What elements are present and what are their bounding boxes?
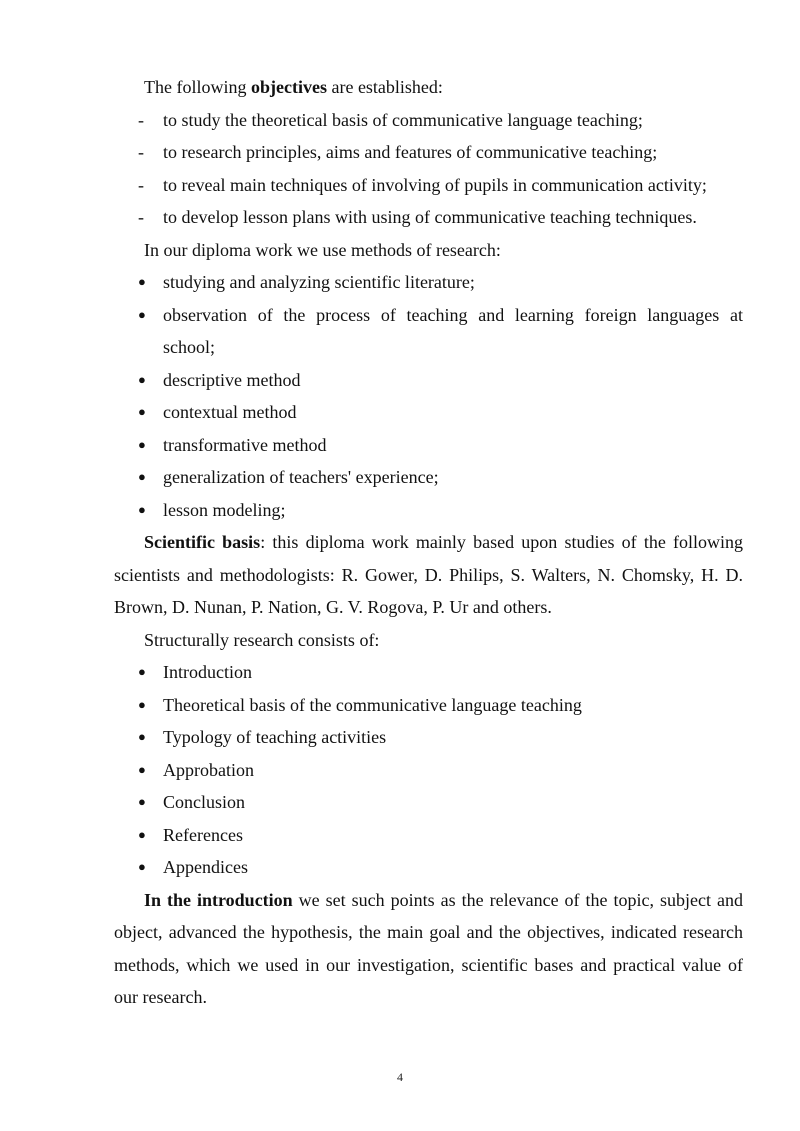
objectives-intro-text: The following [144,77,251,97]
objectives-bold: objectives [250,77,327,97]
scientific-basis-text: : this diploma work mainly based upon studies of the following [260,532,743,552]
method-item [114,494,743,527]
dash-marker: - [138,109,144,130]
objectives-intro [114,71,743,104]
objective-text: to develop lesson plans with using of communicative teaching techniques. [163,207,697,227]
structure-item [114,851,743,884]
introduction-line2: object, advanced the hypothesis, the main goal and the objectives, indicated research [114,922,743,942]
methods-list [114,266,743,526]
introduction-paragraph [114,884,743,1014]
method-item [114,429,743,462]
method-text: contextual method [163,402,297,422]
objective-item [114,136,743,169]
structure-text: Theoretical basis of the communicative language teaching [163,694,582,715]
objective-item [114,201,743,234]
method-item [114,396,743,429]
structure-text: References [163,824,243,845]
method-text: transformative method [163,434,327,455]
scientific-basis-paragraph [114,526,743,624]
dash-marker: - [138,142,144,162]
bullet-marker: ● [138,436,146,452]
method-text: lesson modeling; [163,499,286,520]
method-item [114,266,743,299]
bullet-marker: ● [138,729,146,744]
scientific-basis-bold: Scientific basis [144,532,261,552]
page-content [114,71,743,1014]
introduction-line1 [114,884,743,917]
structure-item [114,689,743,722]
objective-text: to reveal main techniques of involving of pupils in communication activity; [163,174,707,195]
method-item [114,299,743,364]
method-text: studying and analyzing scientific literature; [163,272,475,292]
bullet-marker: ● [138,761,146,777]
methods-intro: In our diploma work we use methods of research: [144,239,501,260]
structure-item [114,786,743,819]
bullet-marker: ● [138,371,146,387]
structure-text: Approbation [163,759,254,780]
objectives-list [114,104,743,234]
dash-marker: - [138,207,144,227]
objective-item [114,169,743,202]
bullet-marker: ● [138,859,146,874]
introduction-line3: methods, which we used in our investigation, scientific bases and practical value of [114,954,743,975]
bullet-marker: ● [138,306,146,322]
structure-intro: Structurally research consists of: [144,629,380,650]
structure-text: Typology of teaching activities [163,727,387,747]
bullet-marker: ● [138,696,146,712]
introduction-line4: our research. [114,987,207,1007]
method-text: descriptive method [163,369,301,390]
objective-text: to research principles, aims and features of communicative teaching; [163,142,658,162]
bullet-marker: ● [138,501,146,517]
scientific-basis-line1 [114,526,743,559]
structure-list [114,656,743,884]
structure-text: Conclusion [163,792,246,812]
introduction-text: we set such points as the relevance of the topic, subject and [292,889,743,910]
dash-marker: - [138,174,144,195]
introduction-bold: In the introduction [144,889,293,910]
method-item [114,364,743,397]
method-text-line1: observation of the process of teaching and learning foreign languages at [163,304,743,325]
structure-item [114,721,743,754]
scientific-basis-line3: Brown, D. Nunan, P. Nation, G. V. Rogova, P. Ur and others. [114,597,552,617]
structure-item [114,754,743,787]
method-text: generalization of teachers' experience; [163,467,439,487]
objective-item [114,104,743,137]
structure-text: Introduction [163,662,252,682]
bullet-marker: ● [138,404,146,419]
method-text-line2: school; [163,337,215,357]
bullet-marker: ● [138,664,146,679]
structure-text: Appendices [163,857,248,877]
bullet-marker: ● [138,794,146,809]
method-item [114,461,743,494]
page-number: 4 [397,1070,403,1084]
bullet-marker: ● [138,826,146,842]
bullet-marker: ● [138,469,146,484]
structure-item [114,656,743,689]
scientific-basis-line2: scientists and methodologists: R. Gower, D. Philips, S. Walters, N. Chomsky, H. D. [114,564,743,585]
objectives-intro-tail: are established: [326,77,443,97]
bullet-marker: ● [138,274,146,289]
objective-text: to study the theoretical basis of communicative language teaching; [163,109,643,130]
structure-item [114,819,743,852]
